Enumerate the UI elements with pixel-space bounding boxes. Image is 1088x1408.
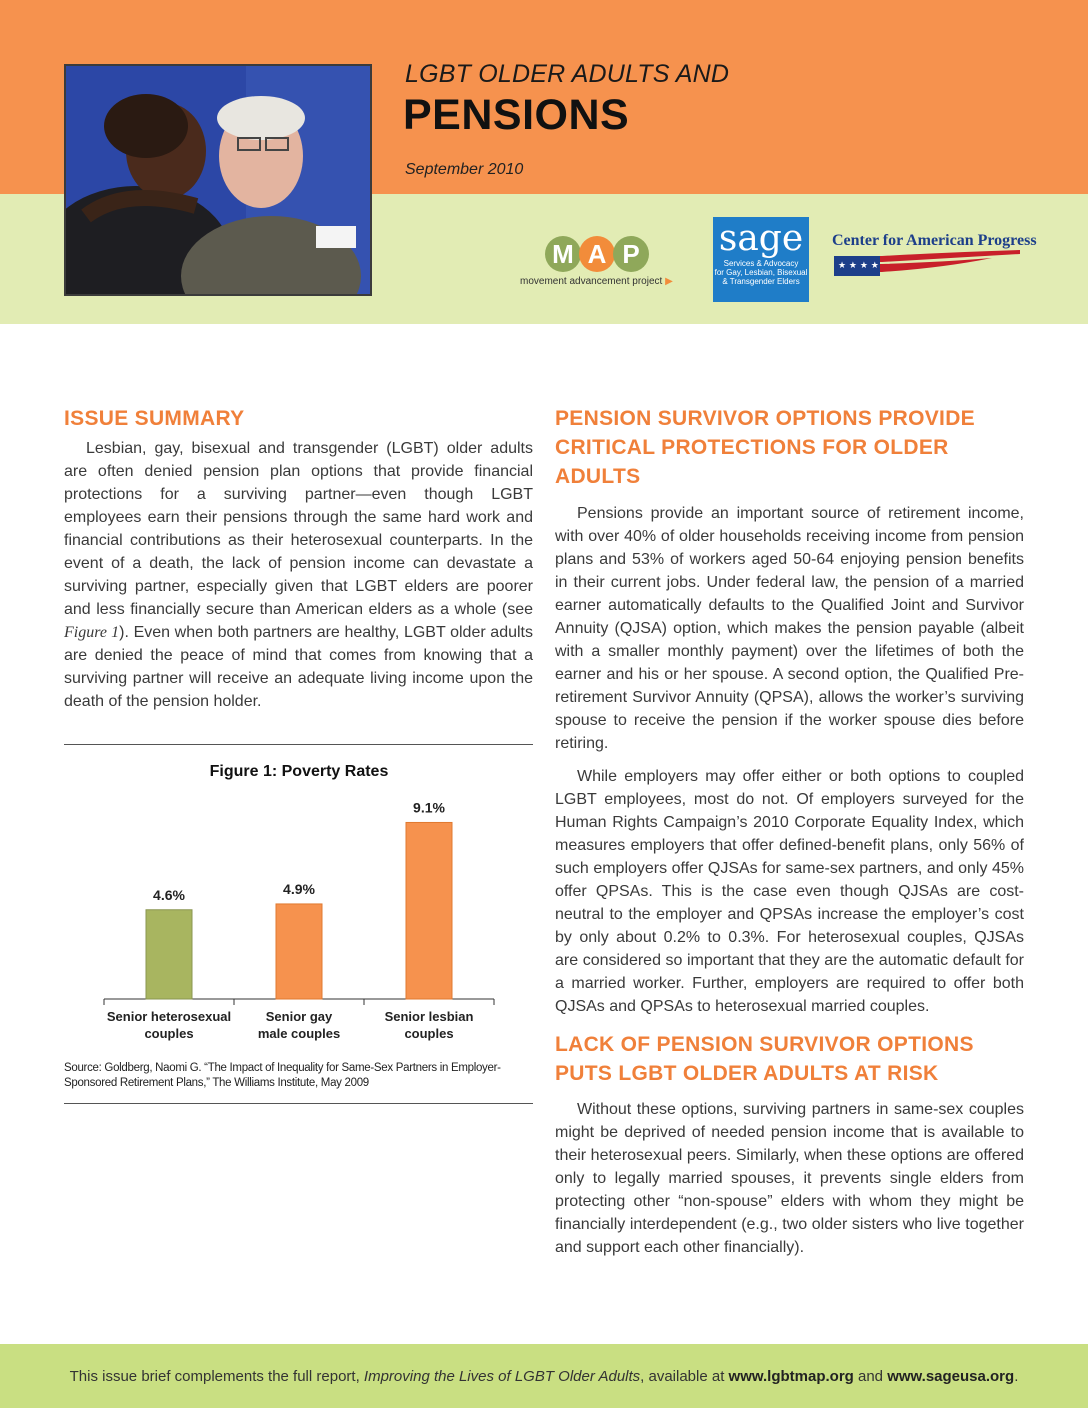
chart-title: Figure 1: Poverty Rates	[209, 763, 389, 780]
left-column	[64, 404, 533, 713]
survivor-options-para-2: While employers may offer either or both options to coupled LGBT employees, most do not. Of employers surveyed for the Human Rights Campaign’s 2010 Corporate Equality Index, which measures employers that offer defined-benefit plans, only 56% of such employers offer QJSAs for same-sex partners, and only 45% offer QPSAs. This is the case even though QJSAs are cost-neutral to the employer and QPSAs increase the employer’s cost by only about 0.2% to 0.3%. For heterosexual couples, QJSAs are considered so important that they are the automatic default for a married worker. Further, employers are required to offer both QJSAs and QPSAs to heterosexual married couples.	[555, 768, 1024, 1015]
figure-reference: Figure 1	[64, 624, 120, 641]
sage-tagline-1: Services & Advocacy	[723, 259, 799, 268]
svg-text:★ ★ ★ ★: ★ ★ ★ ★	[838, 261, 879, 271]
figure-1	[64, 744, 533, 1104]
bar-value-label: 4.6%	[153, 886, 185, 903]
map-letter-a: A	[579, 236, 615, 272]
cover-photo	[64, 64, 372, 296]
sage-tagline-3: & Transgender Elders	[722, 277, 800, 286]
map-tagline: movement advancement project ▶	[520, 276, 673, 287]
category-label: male couples	[257, 1026, 341, 1041]
category-label: Senior gay	[265, 1009, 333, 1024]
bar	[146, 910, 192, 999]
sage-wordmark: sage	[718, 218, 804, 259]
bar-value-label: 9.1%	[413, 799, 445, 816]
right-column	[555, 404, 1024, 1259]
lack-options-heading: LACK OF PENSION SURVIVOR OPTIONS PUTS LGBT OLDER ADULTS AT RISK	[555, 1033, 974, 1085]
flag-swoosh-icon	[832, 250, 1022, 280]
poverty-rates-chart	[64, 745, 533, 1057]
cap-name: Center for American Progress	[832, 232, 1037, 249]
bar	[406, 822, 452, 999]
category-label: Senior heterosexual	[106, 1009, 232, 1024]
map-letter-p: P	[613, 236, 649, 272]
footer-link-sageusa[interactable]: www.sageusa.org	[887, 1367, 1015, 1385]
bar	[276, 904, 322, 999]
survivor-options-heading: PENSION SURVIVOR OPTIONS PROVIDE CRITICAL PROTECTIONS FOR OLDER ADULTS	[555, 407, 975, 488]
sage-tagline-2: for Gay, Lesbian, Bisexual	[714, 268, 808, 277]
issue-summary-text: Lesbian, gay, bisexual and transgender (LGBT) older adults are often denied pension plan options that provide financial protections for a surviving partner—even though LGBT employees earn their pensions through the same hard work and financial contributions as their heterosexual counterparts. In the event of a death, the lack of pension income can devastate a surviving partner, especially given that LGBT elders are poorer and less financially secure than American elders as a whole (see Figure 1). Even when both partners are healthy, LGBT older adults are denied the peace of mind that comes from knowing that a surviving partner will receive an adequate living income upon the death of the pension holder.	[64, 440, 533, 710]
cap-logo	[832, 232, 1037, 282]
triangle-right-icon: ▶	[665, 276, 673, 287]
report-subtitle: LGBT OLDER ADULTS AND	[405, 60, 730, 88]
lack-options-para-1: Without these options, surviving partners in same-sex couples might be deprived of needed pension income that is available to their heterosexual peers. Similarly, when these options are offered only to legally married spouses, it prevents single elders from protecting other “non-spouse” elders with whom they might be financially interdependent (e.g., two older sisters who live together and support each other financially).	[555, 1101, 1024, 1256]
footer-text: This issue brief complements the full report, Improving the Lives of LGBT Older Adults, available at www.lgbtmap.org and www.sageusa.org.	[69, 1367, 1019, 1385]
footer	[0, 1344, 1088, 1408]
report-date: September 2010	[405, 161, 524, 178]
map-letter-m: M	[545, 236, 581, 272]
category-label: couples	[404, 1026, 454, 1041]
category-label: couples	[144, 1026, 194, 1041]
footer-link-lgbtmap[interactable]: www.lgbtmap.org	[728, 1367, 854, 1385]
footer-report-title: Improving the Lives of LGBT Older Adults	[363, 1367, 641, 1385]
issue-summary-heading: ISSUE SUMMARY	[64, 407, 245, 430]
sage-logo	[713, 217, 809, 302]
report-title: PENSIONS	[403, 91, 630, 139]
survivor-options-para-1: Pensions provide an important source of retirement income, with over 40% of older households receiving income from pension plans and 53% of workers aged 50-64 enjoying pension benefits in their current jobs. Under federal law, the pension of a married earner automatically defaults to the Qualified Joint and Survivor Annuity (QJSA) option, which makes the pension payable (albeit with a smaller monthly payment) over the lifetimes of both the earner and his or her spouse. A second option, the Qualified Pre-retirement Survivor Annuity (QPSA), allows the worker’s surviving spouse to receive the pension if the worker spouse dies before retiring.	[555, 505, 1024, 752]
category-label: Senior lesbian	[384, 1009, 474, 1024]
map-logo	[515, 236, 695, 292]
figure-source: Source: Goldberg, Naomi G. “The Impact of Inequality for Same-Sex Partners in Employer-Sponsored Retirement Plans,” The Williams Institute, May 2009	[64, 1062, 501, 1089]
bar-value-label: 4.9%	[283, 880, 315, 897]
